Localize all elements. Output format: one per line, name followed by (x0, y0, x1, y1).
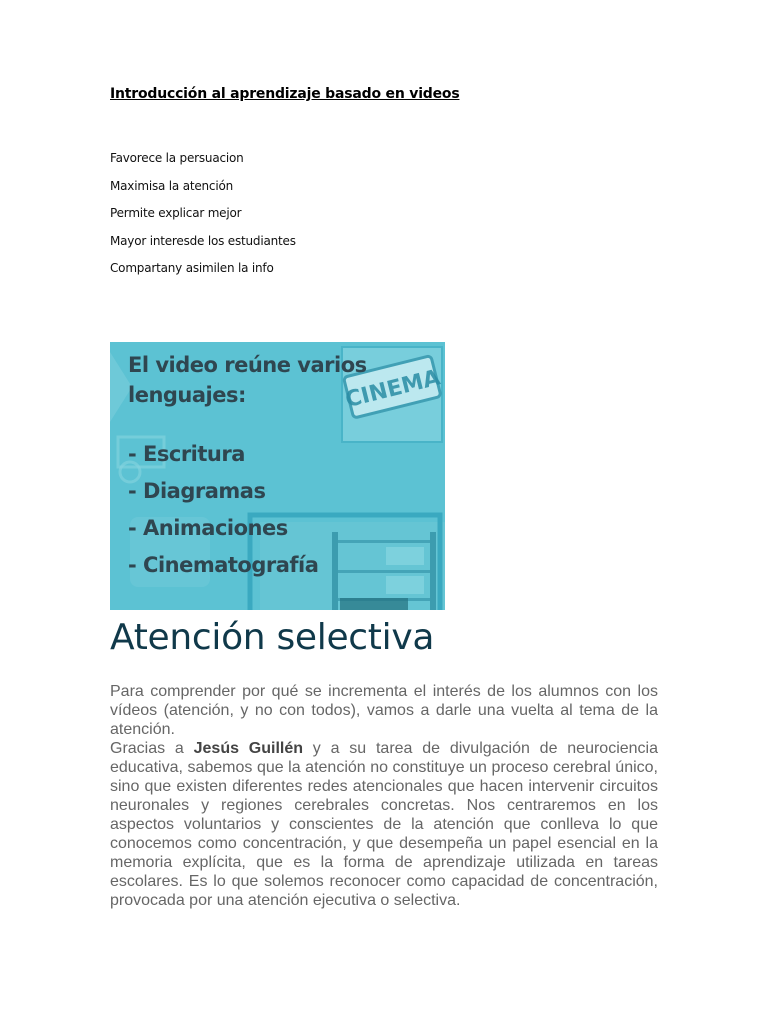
article-body (110, 682, 658, 910)
list-item: - Diagramas (128, 479, 266, 503)
list-item: Favorece la persuacion (110, 151, 244, 165)
list-item: - Escritura (128, 442, 245, 466)
benefits-list (110, 150, 296, 288)
list-item: Maximisa la atención (110, 178, 234, 193)
document-title: Introducción al aprendizaje basado en videos (110, 86, 460, 102)
cinema-sign-text: CINEMA (342, 365, 443, 414)
banner-list (128, 436, 398, 584)
paragraph (110, 739, 658, 910)
author-name: Jesús Guillén (193, 740, 304, 757)
document-page (110, 0, 658, 1024)
banner-text-block (128, 350, 398, 584)
list-item: Permite explicar mejor (110, 206, 242, 220)
list-item: - Animaciones (128, 516, 288, 540)
section-title: Atención selectiva (110, 617, 435, 658)
list-item: - Cinematografía (128, 553, 319, 577)
video-languages-image (110, 342, 445, 610)
list-item: Mayor interesde los estudiantes (110, 233, 296, 248)
list-item: Compartany asimilen la info (110, 261, 274, 275)
paragraph: Para comprender por qué se incrementa el interés de los alumnos con los vídeos (atención, y no con todos), vamos a darle una vuelta al tema de la atención. (110, 683, 658, 738)
paragraph-text: Gracias a (110, 740, 194, 757)
banner-heading: El video reúne varios lenguajes: (128, 353, 367, 407)
paragraph-text: y a su tarea de divulgación de neurociencia educativa, sabemos que la atención no constituye un proceso cerebral único, sino que existen diferentes redes atencionales que hacen intervenir circuitos neuronales y regiones cerebrales concretas. Nos centraremos en los aspectos voluntarios y conscientes de la atención que conlleva lo que conocemos como concentración, y que desempeña un papel esencial en la memoria explícita, que es la forma de aprendizaje utilizada en tareas escolares. Es lo que solemos reconocer como capacidad de concentración, provocada por una atención ejecutiva o selectiva. (110, 740, 659, 909)
